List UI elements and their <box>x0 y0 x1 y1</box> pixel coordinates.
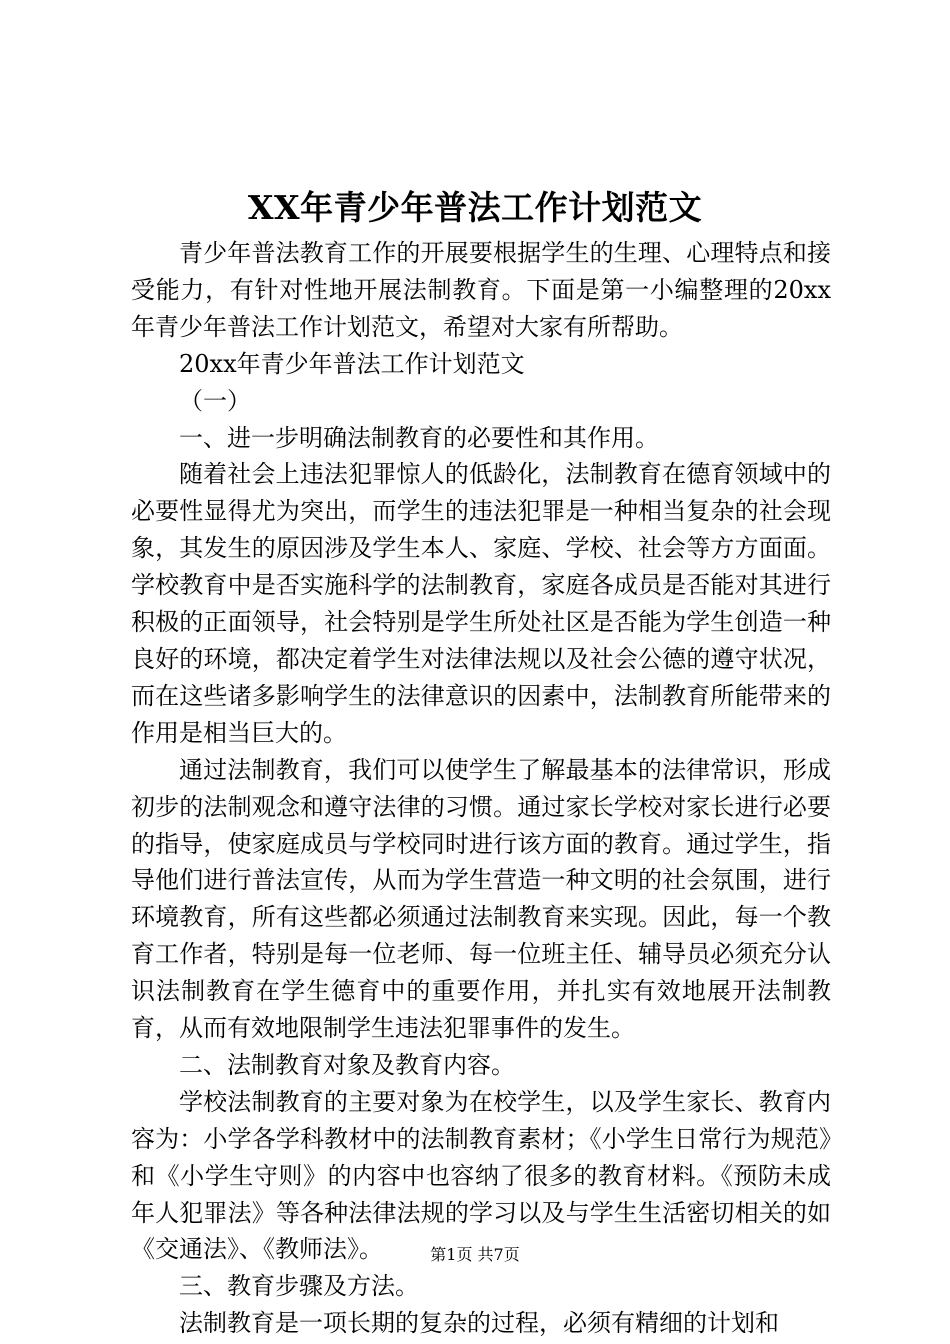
paragraph-body: 随着社会上违法犯罪惊人的低龄化，法制教育在德育领域中的必要性显得尤为突出，而学生的违法犯罪是一种相当复杂的社会现象，其发生的原因涉及学生本人、家庭、学校、社会等方方面面。学校教育中是否实施科学的法制教育，家庭各成员是否能对其进行积极的正面领导，社会特别是学生所处社区是否能为学生创造一种良好的环境，都决定着学生对法律法规以及社会公德的遵守状况，而在这些诸多影响学生的法律意识的因素中，法制教育所能带来的作用是相当巨大的。 <box>131 460 831 747</box>
document-body <box>131 235 831 1342</box>
paragraph-section-marker: （一） <box>179 386 251 415</box>
paragraph-subtitle: 20xx年青少年普法工作计划范文 <box>179 349 525 378</box>
page-footer: 第1页 共7页 <box>430 1245 520 1264</box>
paragraph-intro: 青少年普法教育工作的开展要根据学生的生理、心理特点和接受能力，有针对性地开展法制教育。下面是第一小编整理的20xx年青少年普法工作计划范文，希望对大家有所帮助。 <box>131 239 831 341</box>
paragraph-body: 通过法制教育，我们可以使学生了解最基本的法律常识，形成初步的法制观念和遵守法律的习惯。通过家长学校对家长进行必要的指导，使家庭成员与学校同时进行该方面的教育。通过学生，指导他们进行普法宣传，从而为学生营造一种文明的社会氛围，进行环境教育，所有这些都必须通过法制教育来实现。因此，每一个教育工作者，特别是每一位老师、每一位班主任、辅导员必须充分认识法制教育在学生德育中的重要作用，并扎实有效地展开法制教育，从而有效地限制学生违法犯罪事件的发生。 <box>131 755 831 1043</box>
paragraph-body: 学校法制教育的主要对象为在校学生，以及学生家长、教育内容为：小学各学科教材中的法制教育素材；《小学生日常行为规范》和《小学生守则》的内容中也容纳了很多的教育材料。《预防未成年人犯罪法》等各种法律法规的学习以及与学生生活密切相关的如《交通法》、《教师法》。 <box>131 1087 831 1264</box>
paragraph-heading-1: 一、进一步明确法制教育的必要性和其作用。 <box>179 423 659 452</box>
paragraph-heading-2: 二、法制教育对象及教育内容。 <box>179 1050 515 1079</box>
paragraph-heading-3: 三、教育步骤及方法。 <box>179 1272 419 1301</box>
paragraph-body-continued: 法制教育是一项长期的复杂的过程，必须有精细的计划和 <box>179 1309 779 1338</box>
document-title: XX年青少年普法工作计划范文 <box>247 188 703 227</box>
